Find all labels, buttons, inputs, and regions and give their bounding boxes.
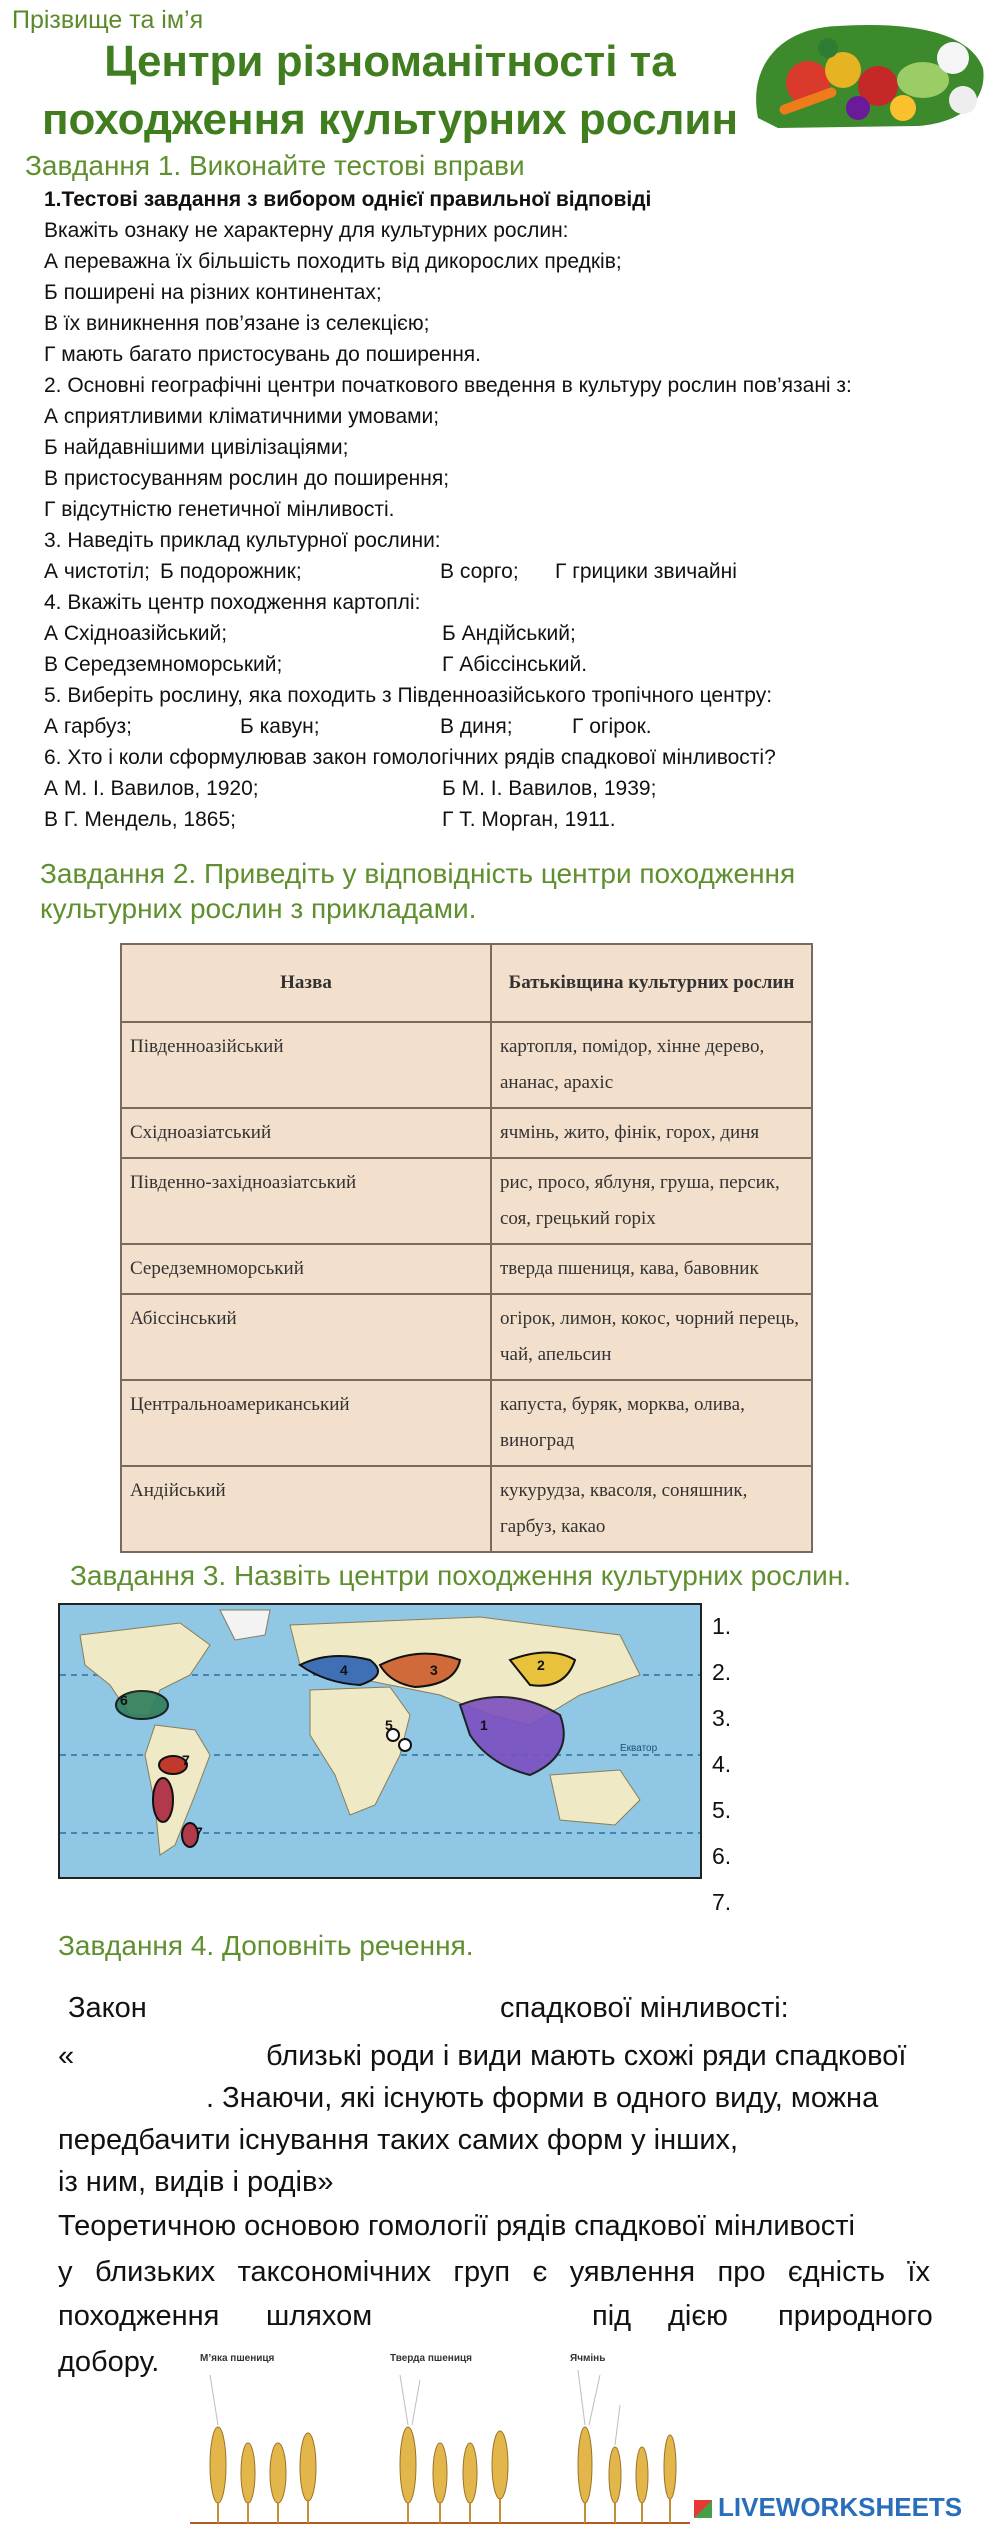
para-line2: у близьких таксономічних груп є уявлення про єдність їх <box>58 2256 930 2288</box>
map-label-4: 4 <box>340 1662 348 1678</box>
q5-option-d: Г огірок. <box>572 715 652 738</box>
q1-option-d: Г мають багато пристосувань до поширення. <box>44 343 482 366</box>
grain-label-hard-wheat: Тверда пшениця <box>390 2353 472 2364</box>
row-name: Центральноамериканський <box>121 1380 491 1466</box>
q1-text: Вкажіть ознаку не характерну для культурних рослин: <box>44 219 569 242</box>
map-label-5: 5 <box>385 1717 393 1733</box>
q6-option-d: Г Т. Морган, 1911. <box>442 808 616 831</box>
law-word: Закон <box>68 1992 147 2024</box>
logo-icon <box>694 2500 712 2518</box>
q5-option-b: Б кавун; <box>240 715 320 738</box>
row-name: Андійський <box>121 1466 491 1552</box>
q2-text: 2. Основні географічні центри початкового введення в культуру рослин пов’язані з: <box>44 374 852 397</box>
map-label-7: 7 <box>182 1752 190 1768</box>
q1-option-b: Б поширені на різних континентах; <box>44 281 382 304</box>
page-title-line1: Центри різноманітності та <box>104 37 676 86</box>
q3-option-b: Б подорожник; <box>160 560 302 583</box>
task1-heading: Завдання 1. Виконайте тестові вправи <box>25 150 525 181</box>
table-row <box>121 1108 812 1158</box>
q4-option-d: Г Абіссінський. <box>442 653 588 676</box>
task2-heading-line2: культурних рослин з прикладами. <box>40 893 477 924</box>
answer-5: 5. <box>712 1797 732 1823</box>
q2-option-d: Г відсутністю генетичної мінливості. <box>44 498 395 521</box>
table-row <box>121 1466 812 1552</box>
q2-option-a: А сприятливими кліматичними умовами; <box>44 405 440 428</box>
q4-option-b: Б Андійський; <box>442 622 576 645</box>
para-line1: Теоретичною основою гомології рядів спадкової мінливості <box>58 2210 855 2242</box>
row-plants: картопля, помідор, хінне дерево, ананас, арахіс <box>491 1022 812 1108</box>
q3-option-d: Г грицики звичайні <box>555 560 737 583</box>
q6-text: 6. Хто і коли сформулював закон гомологічних рядів спадкової мінливості? <box>44 746 776 769</box>
line3: . Знаючи, які існують форми в одного виду, можна <box>206 2082 879 2114</box>
quote-rest: близькі роди і види мають схожі ряди спадкової <box>266 2040 907 2072</box>
para-word-natural: природного <box>778 2300 933 2332</box>
logo-text: LIVEWORKSHEETS <box>718 2492 963 2522</box>
q5-option-c: В диня; <box>440 715 513 738</box>
centers-table <box>120 943 813 1553</box>
answer-2: 2. <box>712 1659 732 1685</box>
row-name: Східноазіатський <box>121 1108 491 1158</box>
q1-option-c: В їх виникнення пов’язане із селекцією; <box>44 312 430 335</box>
world-map <box>58 1603 702 1879</box>
row-name: Південноазійський <box>121 1022 491 1108</box>
grain-image <box>190 2345 690 2530</box>
row-plants: огірок, лимон, кокос, чорний перець, чай, апельсин <box>491 1294 812 1380</box>
page-title-line2: походження культурних рослин <box>41 95 739 144</box>
row-plants: ячмінь, жито, фінік, горох, диня <box>491 1108 812 1158</box>
line5: із ним, видів і родів» <box>58 2166 334 2198</box>
para-word-origin: походження <box>58 2300 220 2332</box>
map-label-equator: Екватор <box>620 1743 658 1754</box>
table-header-plants: Батьківщина культурних рослин <box>491 944 812 1022</box>
para-word-under: під <box>592 2300 632 2332</box>
quote-open: « <box>58 2040 75 2072</box>
law-end: спадкової мінливості: <box>500 1992 789 2024</box>
task2-heading-line1: Завдання 2. Приведіть у відповідність центри походження <box>40 858 796 889</box>
table-row <box>121 1294 812 1380</box>
map-label-7b: 7 <box>195 1824 203 1840</box>
answer-7: 7. <box>712 1889 732 1915</box>
name-label: Прізвище та ім’я <box>12 6 204 34</box>
para-word-action: дією <box>668 2300 728 2332</box>
para-word-path: шляхом <box>266 2300 373 2332</box>
liveworksheets-logo[interactable] <box>694 2492 962 2523</box>
q1-option-a: А переважна їх більшість походить від дикорослих предків; <box>44 250 622 273</box>
answer-3: 3. <box>712 1705 732 1731</box>
table-row <box>121 1022 812 1108</box>
q3-text: 3. Наведіть приклад культурної рослини: <box>44 529 441 552</box>
row-plants: рис, просо, яблуня, груша, персик, соя, грецький горіх <box>491 1158 812 1244</box>
row-plants: кукурудза, квасоля, соняшник, гарбуз, какао <box>491 1466 812 1552</box>
q3-option-a: А чистотіл; <box>44 560 150 583</box>
row-name: Південно-західноазіатський <box>121 1158 491 1244</box>
row-plants: капуста, буряк, морква, олива, виноград <box>491 1380 812 1466</box>
table-header-name: Назва <box>121 944 491 1022</box>
q5-option-a: А гарбуз; <box>44 715 132 738</box>
task4-heading: Завдання 4. Доповніть речення. <box>58 1930 474 1961</box>
answer-6: 6. <box>712 1843 732 1869</box>
map-label-2: 2 <box>537 1657 545 1673</box>
map-label-3: 3 <box>430 1662 438 1678</box>
table-row <box>121 1380 812 1466</box>
map-label-6: 6 <box>120 1692 128 1708</box>
q2-option-b: Б найдавнішими цивілізаціями; <box>44 436 349 459</box>
q2-option-c: В пристосуванням рослин до поширення; <box>44 467 450 490</box>
table-row <box>121 1158 812 1244</box>
table-row <box>121 1244 812 1294</box>
vegetables-image <box>738 8 988 133</box>
map-label-1: 1 <box>480 1717 488 1733</box>
q4-option-c: В Середземноморський; <box>44 653 283 676</box>
q4-text: 4. Вкажіть центр походження картоплі: <box>44 591 421 614</box>
row-name: Середземноморський <box>121 1244 491 1294</box>
task3-heading: Завдання 3. Назвіть центри походження культурних рослин. <box>70 1560 852 1591</box>
q6-option-b: Б М. І. Вавилов, 1939; <box>442 777 657 800</box>
row-name: Абіссінський <box>121 1294 491 1380</box>
grain-label-barley: Ячмінь <box>570 2353 606 2364</box>
q4-option-a: А Східноазійський; <box>44 622 228 645</box>
answer-1: 1. <box>712 1613 732 1639</box>
grain-label-soft-wheat: М’яка пшениця <box>200 2353 275 2364</box>
q5-text: 5. Виберіть рослину, яка походить з Південноазійського тропічного центру: <box>44 684 773 707</box>
line4: передбачити існування таких самих форм у інших, <box>58 2124 739 2156</box>
answer-4: 4. <box>712 1751 732 1777</box>
q6-option-a: А М. І. Вавилов, 1920; <box>44 777 259 800</box>
row-plants: тверда пшениця, кава, бавовник <box>491 1244 812 1294</box>
q6-option-c: В Г. Мендель, 1865; <box>44 808 236 831</box>
task1-subheading: 1.Тестові завдання з вибором однієї правильної відповіді <box>44 188 652 211</box>
q3-option-c: В сорго; <box>440 560 519 583</box>
para-line4: добору. <box>58 2346 160 2378</box>
